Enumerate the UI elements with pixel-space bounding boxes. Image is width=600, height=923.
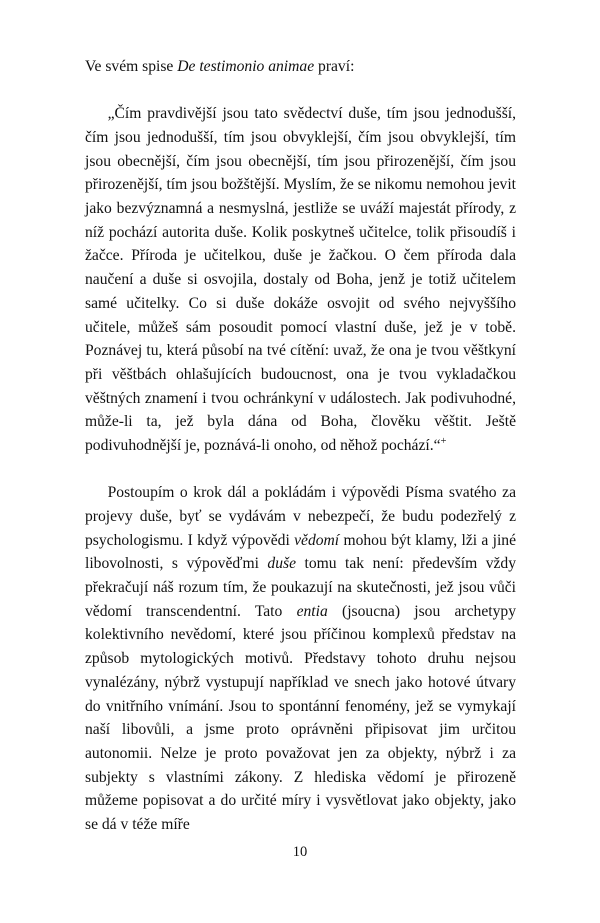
- emphasis-vedomi: vědomí: [294, 531, 340, 549]
- emphasis-entia: entia: [296, 602, 328, 620]
- body-paragraph: [85, 481, 516, 837]
- page-number: 10: [292, 844, 308, 860]
- intro-tail-text: praví:: [314, 58, 355, 75]
- intro-lead-text: Ve svém spise: [85, 58, 178, 75]
- intro-paragraph: [85, 55, 516, 79]
- body-part-3: tomu tak není: především vždy překračují náš rozum tím, že poukazují na skutečnosti, jež jsou vůči vědomí transcendentní. Tato: [85, 555, 517, 620]
- body-part-2: mohou být klamy, lži a jiné libovolnosti, s výpověďmi: [85, 531, 516, 573]
- page-text-block: [85, 55, 516, 837]
- body-part-4: (jsoucna) jsou archetypy kolektivního nevědomí, které jsou příčinou komplexů představ na způsob mytologických motivů. Představy tohoto druhu nejsou vynalézány, nýbrž vystupují například ve snech jako hotové útvary do vnitřního vnímání. Jsou to spontánní fenomény, jež se vymykají naší libovůli, a jsme proto oprávněni připisovat jim určitou autonomii. Nelze je proto považovat jen za objekty, nýbrž i za subjekty s vlastními zákony. Z hlediska vědomí je přirozeně můžeme popisovat a do určité míry i vysvětlovat jako objekty, jako se dá v téže míře: [85, 602, 516, 834]
- emphasis-duse: duše: [267, 555, 296, 573]
- block-quote-paragraph: [85, 102, 516, 458]
- work-title-italic: De testimonio animae: [177, 58, 315, 75]
- quote-text: „Čím pravdivější jsou tato svědectví duše, tím jsou jednodušší, čím jsou jednodušší, tím jsou obvyklejší, čím jsou obvyklejší, tím jsou obecnější, čím jsou obecnější, tím jsou přirozenější, čím jsou přirozenější, tím jsou božštější. Myslím, že se nikomu nemohou jevit jako bezvýznamná a nesmyslná, jestliže se uváží majestát přírody, z níž pochází autorita duše. Kolik poskytneš učitelce, tolik přisoudíš i žačce. Příroda je učitelkou, duše je žačkou. O čem příroda dala naučení a duše si osvojila, dostaly od Boha, jenž je totiž učitelem samé učitelky. Co si duše dokáže osvojit od svého nejvyššího učitele, můžeš sám posoudit pomocí vlastní duše, jež je v tobě. Poznávej tu, která působí na tvé cítění: uvaž, že ona je tvou věštkyní při věštbách ohlašujících budoucnost, ona je tvou vykladačkou věštných znamení i tvou ochránkyní v událostech. Jak podivuhodné, může-li ta, jež byla dána od Boha, člověku věštit. Ještě podivuhodnější je, poznává-li onoho, od něhož pochází.“: [85, 105, 516, 455]
- body-part-1: Postoupím o krok dál a pokládám i výpovědi Písma svatého za projevy duše, byť se vydávám v nebezpečí, že budu podezřelý z psychologismu. I když výpovědi: [85, 484, 516, 549]
- footnote-marker: +: [440, 435, 447, 447]
